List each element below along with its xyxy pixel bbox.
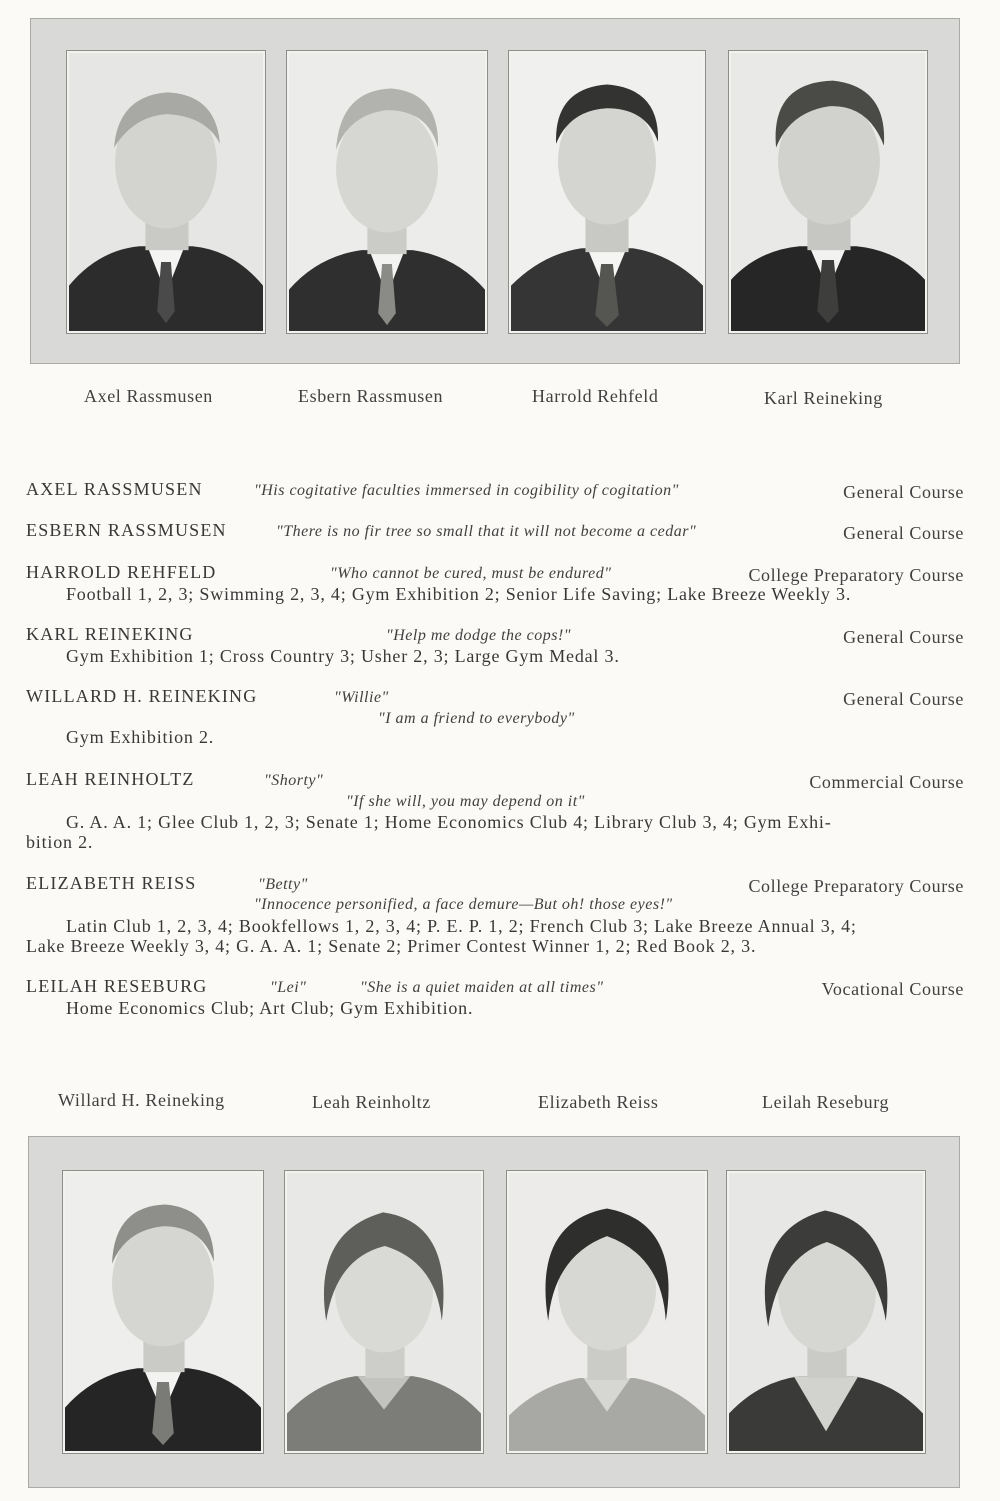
entry-quote: "Innocence personified, a face demure—But oh! those eyes!"	[254, 896, 673, 913]
entry-course: General Course	[843, 627, 964, 647]
portrait-photo	[287, 1173, 481, 1451]
entry-nickname: "Lei"	[270, 979, 307, 996]
caption-elizabeth-reiss: Elizabeth Reiss	[538, 1092, 659, 1112]
entry-activities: Lake Breeze Weekly 3, 4; G. A. A. 1; Senate 2; Primer Contest Winner 1, 2; Red Book 2, 3.	[26, 936, 757, 956]
portrait-leah-reinholtz	[285, 1171, 483, 1453]
entry-course: General Course	[843, 523, 964, 543]
portrait-photo	[65, 1173, 261, 1451]
entry-nickname: "Willie"	[334, 689, 389, 706]
portrait-photo	[289, 53, 485, 331]
entry-quote: "I am a friend to everybody"	[378, 710, 575, 727]
entry-name: LEAH REINHOLTZ	[26, 769, 195, 789]
entry-course: College Preparatory Course	[748, 565, 964, 585]
entry-activities: Gym Exhibition 2.	[66, 727, 215, 747]
portrait-karl-reineking	[729, 51, 927, 333]
entry-quote: "Help me dodge the cops!"	[386, 627, 571, 644]
caption-esbern-rassmusen: Esbern Rassmusen	[298, 386, 444, 406]
caption-willard-reineking: Willard H. Reineking	[58, 1090, 225, 1110]
portrait-elizabeth-reiss	[507, 1171, 707, 1453]
entry-activities: bition 2.	[26, 832, 94, 852]
portrait-leilah-reseburg	[727, 1171, 925, 1453]
entry-name: KARL REINEKING	[26, 624, 194, 644]
entry-course: Commercial Course	[809, 772, 964, 792]
entry-quote: "There is no fir tree so small that it will not become a cedar"	[276, 523, 697, 540]
portrait-photo	[69, 53, 263, 331]
portrait-esbern-rassmusen	[287, 51, 487, 333]
entry-name: HARROLD REHFELD	[26, 562, 217, 582]
entry-course: General Course	[843, 482, 964, 502]
portrait-axel-rassmusen	[67, 51, 265, 333]
caption-leah-reinholtz: Leah Reinholtz	[312, 1092, 431, 1112]
entry-activities: Gym Exhibition 1; Cross Country 3; Usher 2, 3; Large Gym Medal 3.	[66, 646, 620, 666]
entry-activities: Latin Club 1, 2, 3, 4; Bookfellows 1, 2, 3, 4; P. E. P. 1, 2; French Club 3; Lake Breeze Annual 3, 4;	[66, 916, 857, 936]
caption-leilah-reseburg: Leilah Reseburg	[762, 1092, 890, 1112]
entry-activities: Football 1, 2, 3; Swimming 2, 3, 4; Gym Exhibition 2; Senior Life Saving; Lake Breeze Weekly 3.	[66, 584, 852, 604]
entry-quote: "She is a quiet maiden at all times"	[360, 979, 604, 996]
entry-quote: "Who cannot be cured, must be endured"	[330, 565, 612, 582]
portrait-harrold-rehfeld	[509, 51, 705, 333]
entry-name: WILLARD H. REINEKING	[26, 686, 258, 706]
entry-course: General Course	[843, 689, 964, 709]
portrait-photo	[731, 53, 925, 331]
entry-name: AXEL RASSMUSEN	[26, 479, 203, 499]
caption-axel-rassmusen: Axel Rassmusen	[84, 386, 213, 406]
portrait-photo	[729, 1173, 923, 1451]
entry-activities: G. A. A. 1; Glee Club 1, 2, 3; Senate 1; Home Economics Club 4; Library Club 3, 4; Gym Exhi-	[66, 812, 832, 832]
caption-karl-reineking: Karl Reineking	[764, 388, 883, 408]
portrait-photo	[511, 53, 703, 331]
entry-course: College Preparatory Course	[748, 876, 964, 896]
portrait-willard-reineking	[63, 1171, 263, 1453]
portrait-photo	[509, 1173, 705, 1451]
caption-harrold-rehfeld: Harrold Rehfeld	[532, 386, 659, 406]
bottom-photo-panel	[28, 1136, 960, 1488]
entry-quote: "His cogitative faculties immersed in cogibility of cogitation"	[254, 482, 679, 499]
entry-nickname: "Betty"	[258, 876, 308, 893]
top-photo-panel	[30, 18, 960, 364]
entry-name: ESBERN RASSMUSEN	[26, 520, 227, 540]
entry-activities: Home Economics Club; Art Club; Gym Exhibition.	[66, 998, 474, 1018]
entry-course: Vocational Course	[821, 979, 964, 999]
entry-name: ELIZABETH REISS	[26, 873, 197, 893]
entry-nickname: "Shorty"	[264, 772, 324, 789]
entry-name: LEILAH RESEBURG	[26, 976, 208, 996]
entry-quote: "If she will, you may depend on it"	[346, 793, 585, 810]
